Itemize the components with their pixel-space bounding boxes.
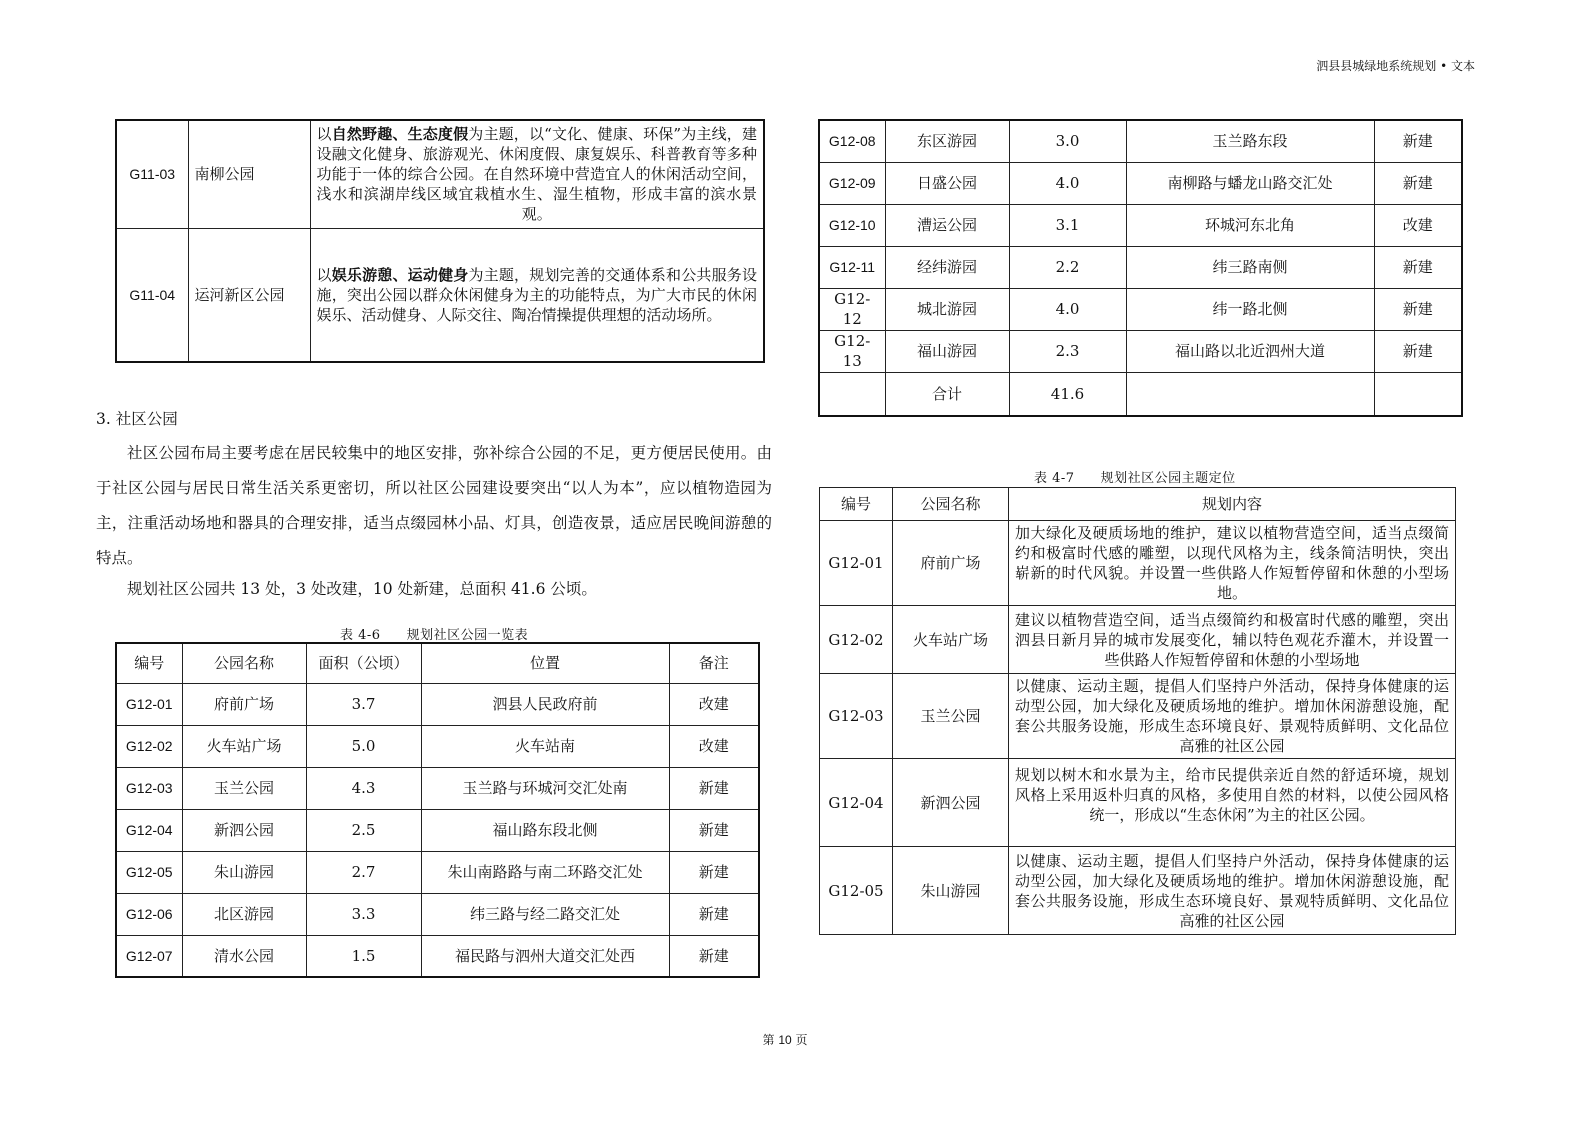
total-row [819, 372, 1462, 416]
column-header: 备注 [669, 643, 759, 683]
park-location: 福民路与泗州大道交汇处西 [421, 935, 669, 977]
park-area: 2.3 [1009, 330, 1126, 372]
park-note: 新建 [1374, 162, 1462, 204]
park-name: 北区游园 [182, 893, 306, 935]
park-id: G12-04 [820, 759, 893, 847]
table-row [820, 847, 1456, 935]
park-name: 玉兰公园 [893, 674, 1009, 759]
empty-cell [819, 372, 885, 416]
park-area: 2.2 [1009, 246, 1126, 288]
table-caption: 表 4-7 规划社区公园主题定位 [1034, 471, 1236, 486]
park-name: 府前广场 [182, 683, 306, 725]
park-id: G12-13 [819, 330, 885, 372]
park-location: 玉兰路与环城河交汇处南 [421, 767, 669, 809]
park-theme-description: 以娱乐游憩、运动健身为主题，规划完善的交通体系和公共服务设施，突出公园以群众休闲健身为主的功能特点，为广大市民的休闲娱乐、活动健身、人际交往、陶冶情操提供理想的活动场所。 [310, 228, 764, 362]
park-name: 新泗公园 [182, 809, 306, 851]
park-note: 新建 [669, 767, 759, 809]
park-plan-content: 以健康、运动主题，提倡人们坚持户外活动，保持身体健康的运动型公园，加大绿化及硬质场地的维护。增加休闲游憩设施，配套公共服务设施，形成生态环境良好、景观特质鲜明、文化品位高雅的社区公园 [1009, 847, 1456, 935]
park-location: 南柳路与蟠龙山路交汇处 [1126, 162, 1374, 204]
table-row [819, 246, 1462, 288]
park-name: 朱山游园 [893, 847, 1009, 935]
park-location: 纬三路与经二路交汇处 [421, 893, 669, 935]
empty-cell [1126, 372, 1374, 416]
park-plan-content: 建议以植物营造空间，适当点缀简约和极富时代感的雕塑，突出泗县日新月异的城市发展变化，辅以特色观花乔灌木，并设置一些供路人作短暂停留和休憩的小型场地 [1009, 606, 1456, 674]
table-row [819, 204, 1462, 246]
park-id: G12-03 [820, 674, 893, 759]
park-note: 新建 [669, 935, 759, 977]
total-label: 合计 [885, 372, 1009, 416]
park-theme-description: 以自然野趣、生态度假为主题，以“文化、健康、环保”为主线，建设融文化健身、旅游观光、休闲度假、康复娱乐、科普教育等多种功能于一体的综合公园。在自然环境中营造宜人的休闲活动空间，浅水和滨湖岸线区域宜栽植水生、湿生植物，形成丰富的滨水景观。 [310, 120, 764, 228]
park-area: 4.0 [1009, 288, 1126, 330]
park-area: 4.0 [1009, 162, 1126, 204]
comprehensive-park-table [115, 119, 765, 363]
column-header: 位置 [421, 643, 669, 683]
park-id: G12-03 [116, 767, 182, 809]
park-note: 新建 [1374, 120, 1462, 162]
park-id: G11-04 [116, 228, 188, 362]
park-note: 新建 [1374, 246, 1462, 288]
park-note: 新建 [669, 851, 759, 893]
park-id: G12-02 [820, 606, 893, 674]
park-plan-content: 加大绿化及硬质场地的维护，建议以植物营造空间，适当点缀简约和极富时代感的雕塑，以现代风格为主，线条简洁明快，突出崭新的时代风貌。并设置一些供路人作短暂停留和休憩的小型场地。 [1009, 521, 1456, 606]
park-name: 运河新区公园 [188, 228, 310, 362]
park-name: 漕运公园 [885, 204, 1009, 246]
park-name: 府前广场 [893, 521, 1009, 606]
park-id: G12-12 [819, 288, 885, 330]
park-name: 朱山游园 [182, 851, 306, 893]
table-row [819, 330, 1462, 372]
table-row [116, 809, 759, 851]
table-row [820, 674, 1456, 759]
park-name: 新泗公园 [893, 759, 1009, 847]
table-row [116, 767, 759, 809]
park-name: 福山游园 [885, 330, 1009, 372]
empty-cell [1374, 372, 1462, 416]
park-id: G12-04 [116, 809, 182, 851]
table-header-row [116, 643, 759, 683]
park-area: 4.3 [306, 767, 421, 809]
park-location: 环城河东北角 [1126, 204, 1374, 246]
table-row [819, 120, 1462, 162]
park-note: 新建 [1374, 288, 1462, 330]
column-header: 公园名称 [893, 488, 1009, 521]
community-park-list-table [115, 642, 760, 978]
park-name: 日盛公园 [885, 162, 1009, 204]
park-name: 玉兰公园 [182, 767, 306, 809]
summary-paragraph: 规划社区公园共 13 处，3 处改建，10 处新建，总面积 41.6 公顷。 [127, 580, 597, 598]
park-location: 福山路东段北侧 [421, 809, 669, 851]
page-number: 第 10 页 [762, 1033, 808, 1047]
park-id: G12-11 [819, 246, 885, 288]
park-plan-content: 以健康、运动主题，提倡人们坚持户外活动，保持身体健康的运动型公园，加大绿化及硬质场地的维护。增加休闲游憩设施，配套公共服务设施，形成生态环境良好、景观特质鲜明、文化品位高雅的社区公园 [1009, 674, 1456, 759]
park-name: 火车站广场 [182, 725, 306, 767]
community-park-list-table-continued [818, 119, 1463, 417]
park-area: 1.5 [306, 935, 421, 977]
park-name: 南柳公园 [188, 120, 310, 228]
park-area: 2.5 [306, 809, 421, 851]
section-heading: 3. 社区公园 [96, 410, 178, 428]
table-row [820, 606, 1456, 674]
table-row [116, 935, 759, 977]
community-park-theme-table [819, 487, 1456, 935]
park-id: G11-03 [116, 120, 188, 228]
park-id: G12-10 [819, 204, 885, 246]
park-id: G12-05 [116, 851, 182, 893]
park-plan-content: 规划以树木和水景为主，给市民提供亲近自然的舒适环境，规划风格上采用返朴归真的风格，多使用自然的材料，以使公园风格统一，形成以“生态休闲”为主的社区公园。 [1009, 759, 1456, 847]
section-paragraph: 社区公园布局主要考虑在居民较集中的地区安排，弥补综合公园的不足，更方便居民使用。由于社区公园与居民日常生活关系更密切，所以社区公园建设要突出“以人为本”，应以植物造园为主，注重活动场地和器具的合理安排，适当点缀园林小品、灯具，创造夜景，适应居民晚间游憩的特点。 [96, 444, 772, 567]
park-location: 福山路以北近泗州大道 [1126, 330, 1374, 372]
total-area: 41.6 [1009, 372, 1126, 416]
park-id: G12-05 [820, 847, 893, 935]
park-note: 新建 [669, 893, 759, 935]
park-note: 改建 [669, 683, 759, 725]
table-row [116, 120, 764, 228]
park-location: 纬三路南侧 [1126, 246, 1374, 288]
table-row [116, 893, 759, 935]
table-row [820, 521, 1456, 606]
header-title: 泗县县城绿地系统规划 • 文本 [1316, 59, 1475, 73]
park-name: 经纬游园 [885, 246, 1009, 288]
park-location: 泗县人民政府前 [421, 683, 669, 725]
park-location: 纬一路北侧 [1126, 288, 1374, 330]
table-row [116, 725, 759, 767]
park-area: 3.1 [1009, 204, 1126, 246]
column-header: 规划内容 [1009, 488, 1456, 521]
park-area: 5.0 [306, 725, 421, 767]
park-note: 新建 [669, 809, 759, 851]
park-area: 3.7 [306, 683, 421, 725]
column-header: 面积（公顷） [306, 643, 421, 683]
park-note: 改建 [1374, 204, 1462, 246]
park-name: 火车站广场 [893, 606, 1009, 674]
table-header-row [820, 488, 1456, 521]
table-row [116, 228, 764, 362]
park-id: G12-01 [820, 521, 893, 606]
table-row [819, 288, 1462, 330]
park-id: G12-02 [116, 725, 182, 767]
park-id: G12-08 [819, 120, 885, 162]
park-area: 3.3 [306, 893, 421, 935]
table-caption: 表 4-6 规划社区公园一览表 [340, 628, 529, 643]
column-header: 编号 [116, 643, 182, 683]
column-header: 编号 [820, 488, 893, 521]
park-name: 清水公园 [182, 935, 306, 977]
table-row [116, 851, 759, 893]
park-name: 城北游园 [885, 288, 1009, 330]
park-note: 新建 [1374, 330, 1462, 372]
park-location: 玉兰路东段 [1126, 120, 1374, 162]
park-location: 火车站南 [421, 725, 669, 767]
park-note: 改建 [669, 725, 759, 767]
table-row [116, 683, 759, 725]
table-row [819, 162, 1462, 204]
park-id: G12-09 [819, 162, 885, 204]
park-id: G12-01 [116, 683, 182, 725]
park-id: G12-07 [116, 935, 182, 977]
park-id: G12-06 [116, 893, 182, 935]
park-name: 东区游园 [885, 120, 1009, 162]
table-row [820, 759, 1456, 847]
park-area: 3.0 [1009, 120, 1126, 162]
park-area: 2.7 [306, 851, 421, 893]
park-location: 朱山南路路与南二环路交汇处 [421, 851, 669, 893]
column-header: 公园名称 [182, 643, 306, 683]
